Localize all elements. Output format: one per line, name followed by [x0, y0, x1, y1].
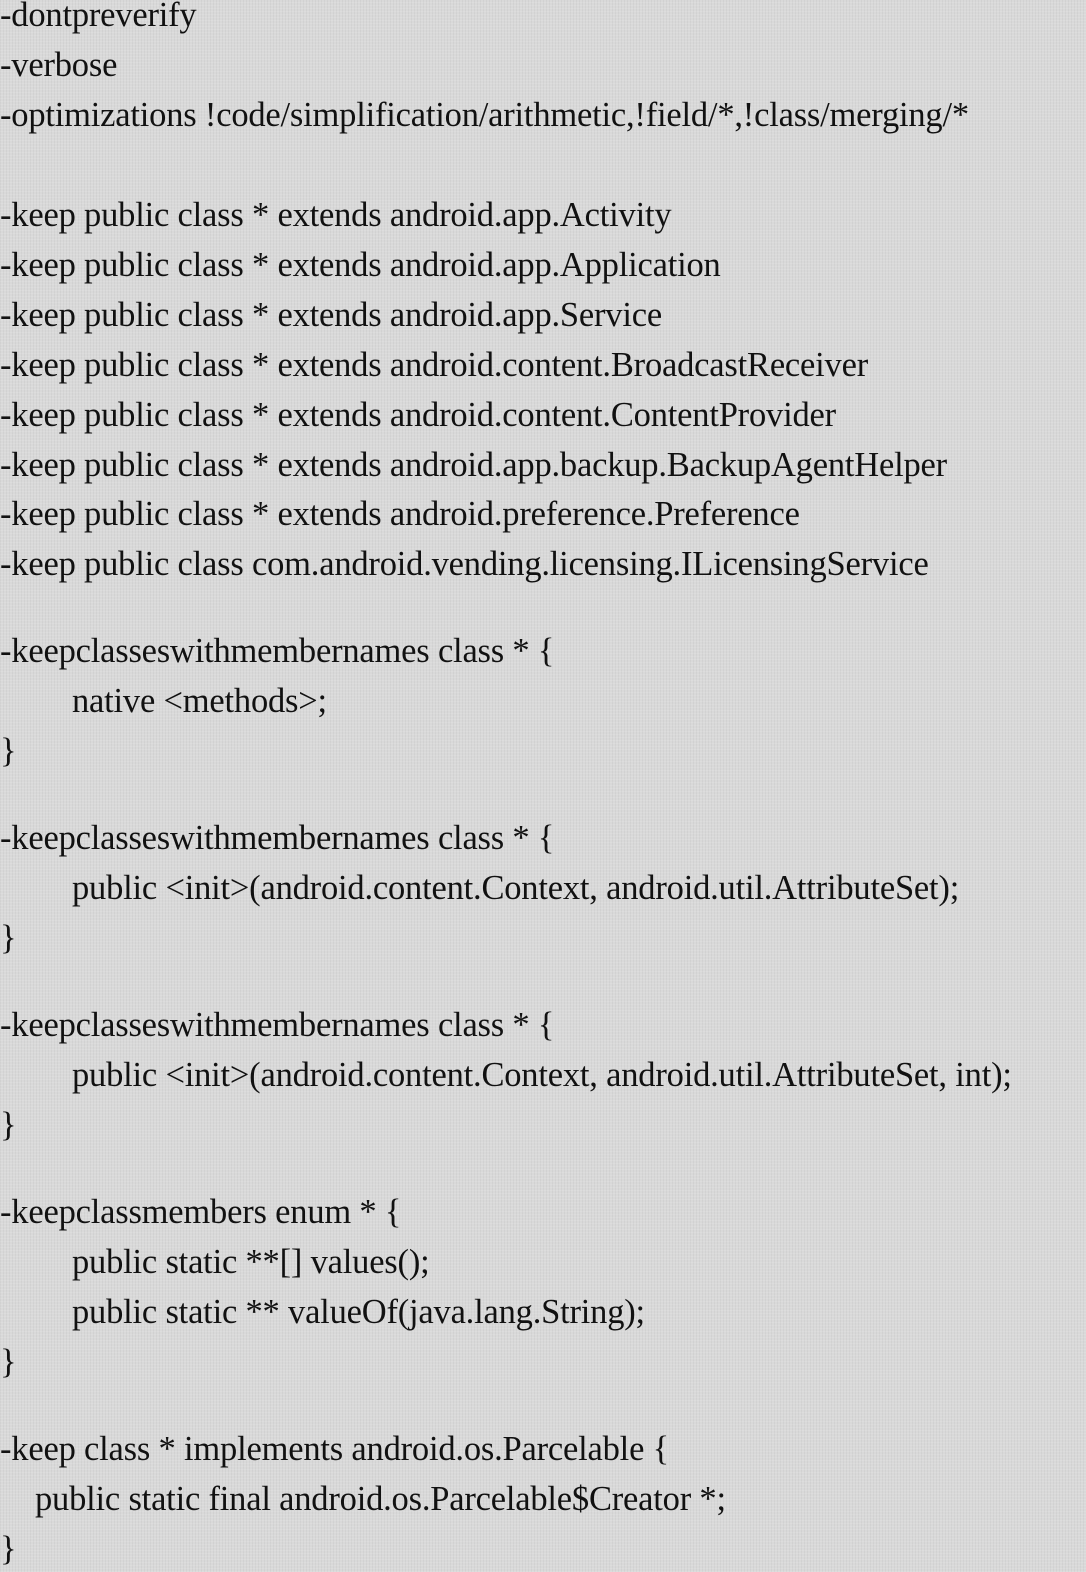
code-line: native <methods>;: [72, 682, 327, 720]
code-line: }: [0, 1530, 17, 1568]
code-line: -keep public class * extends android.content.ContentProvider: [0, 396, 836, 434]
code-line: -keep public class * extends android.app.Application: [0, 246, 721, 284]
code-line: public static **[] values();: [72, 1243, 430, 1281]
code-line: -keepclassmembers enum * {: [0, 1193, 402, 1231]
code-line: -keepclasseswithmembernames class * {: [0, 1006, 555, 1044]
code-line: -verbose: [0, 46, 118, 84]
code-line: -keepclasseswithmembernames class * {: [0, 819, 555, 857]
code-line: -keep public class com.android.vending.licensing.ILicensingService: [0, 545, 929, 583]
code-line: -dontpreverify: [0, 0, 197, 34]
code-line: -keep public class * extends android.preference.Preference: [0, 495, 800, 533]
code-line: -keep class * implements android.os.Parcelable {: [0, 1430, 669, 1468]
code-line: -keep public class * extends android.app.Service: [0, 296, 662, 334]
code-line: -optimizations !code/simplification/arithmetic,!field/*,!class/merging/*: [0, 96, 969, 134]
code-line: -keep public class * extends android.app.backup.BackupAgentHelper: [0, 446, 947, 484]
code-line: -keep public class * extends android.app.Activity: [0, 196, 672, 234]
code-line: public <init>(android.content.Context, android.util.AttributeSet, int);: [72, 1056, 1012, 1094]
code-line: }: [0, 919, 17, 957]
code-line: }: [0, 1106, 17, 1144]
code-line: -keep public class * extends android.content.BroadcastReceiver: [0, 346, 868, 384]
code-line: -keepclasseswithmembernames class * {: [0, 632, 555, 670]
code-line: public static ** valueOf(java.lang.String);: [72, 1293, 645, 1331]
code-line: }: [0, 1343, 17, 1381]
code-line: public static final android.os.Parcelable$Creator *;: [35, 1480, 726, 1518]
code-line: public <init>(android.content.Context, android.util.AttributeSet);: [72, 869, 960, 907]
code-line: }: [0, 732, 17, 770]
